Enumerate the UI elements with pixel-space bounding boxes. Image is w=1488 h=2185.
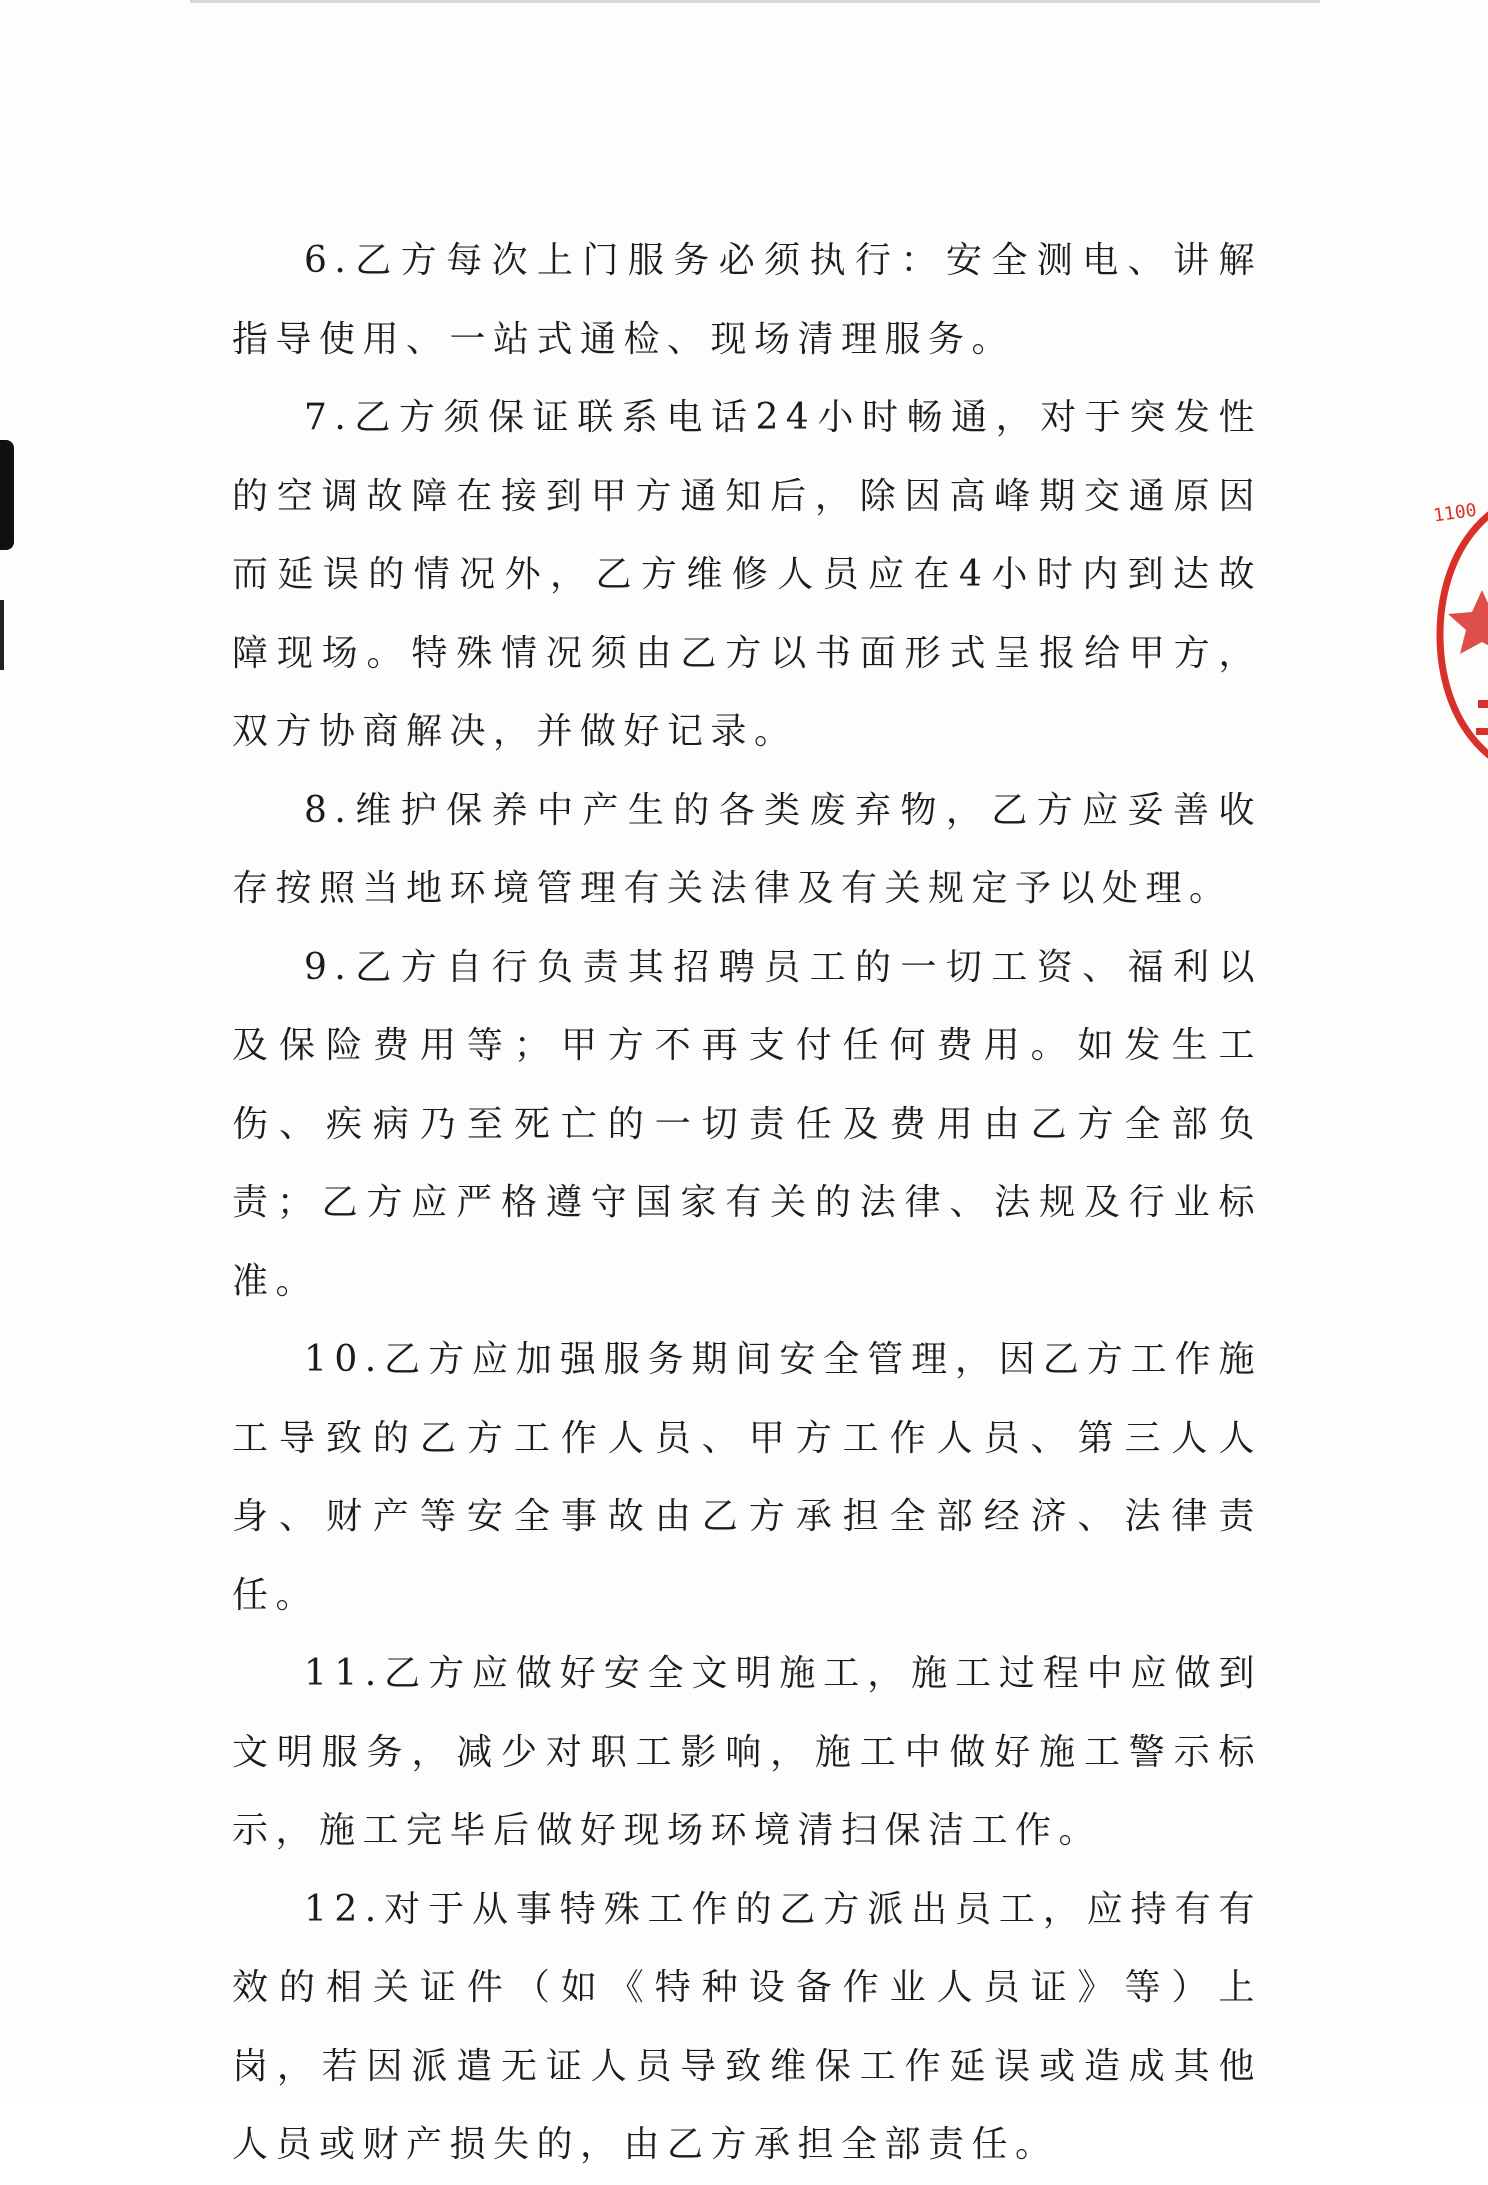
red-seal-stamp: [1420, 470, 1488, 800]
seal-char-stroke-3: [1476, 728, 1488, 735]
clause-11: 11.乙方应做好安全文明施工，施工过程中应做到文明服务，减少对职工影响，施工中做好施工警示标示，施工完毕后做好现场环境清扫保洁工作。: [232, 1653, 1262, 1851]
clause-7: 7.乙方须保证联系电话24小时畅通，对于突发性的空调故障在接到甲方通知后，除因高峰期交通原因而延误的情况外，乙方维修人员应在4小时内到达故障现场。特殊情况须由乙方以书面形式呈报给甲方，双方协商解决，并做好记录。: [232, 397, 1262, 752]
clause-6: 6.乙方每次上门服务必须执行：安全测电、讲解指导使用、一站式通检、现场清理服务。: [232, 240, 1262, 360]
clause-10: 10.乙方应加强服务期间安全管理，因乙方工作施工导致的乙方工作人员、甲方工作人员、第三人人身、财产等安全事故由乙方承担全部经济、法律责任。: [232, 1339, 1262, 1616]
scan-top-edge: [190, 0, 1320, 3]
clause-9: 9.乙方自行负责其招聘员工的一切工资、福利以及保险费用等；甲方不再支付任何费用。如发生工伤、疾病乃至死亡的一切责任及费用由乙方全部负责；乙方应严格遵守国家有关的法律、法规及行业标准。: [232, 946, 1262, 1302]
binding-mark: [0, 440, 14, 550]
seal-code-text: 1100: [1432, 499, 1478, 527]
clause-12: 12.对于从事特殊工作的乙方派出员工，应持有有效的相关证件（如《特种设备作业人员证》等）上岗，若因派遣无证人员导致维保工作延误或造成其他人员或财产损失的，由乙方承担全部责任。: [232, 1888, 1262, 2165]
binding-mark-secondary: [0, 600, 4, 670]
seal-char-stroke: [1478, 700, 1488, 708]
clause-8: 8.维护保养中产生的各类废弃物，乙方应妥善收存按照当地环境管理有关法律及有关规定予以处理。: [232, 789, 1262, 909]
contract-clauses: [232, 222, 1262, 2185]
seal-star: [1448, 590, 1488, 654]
